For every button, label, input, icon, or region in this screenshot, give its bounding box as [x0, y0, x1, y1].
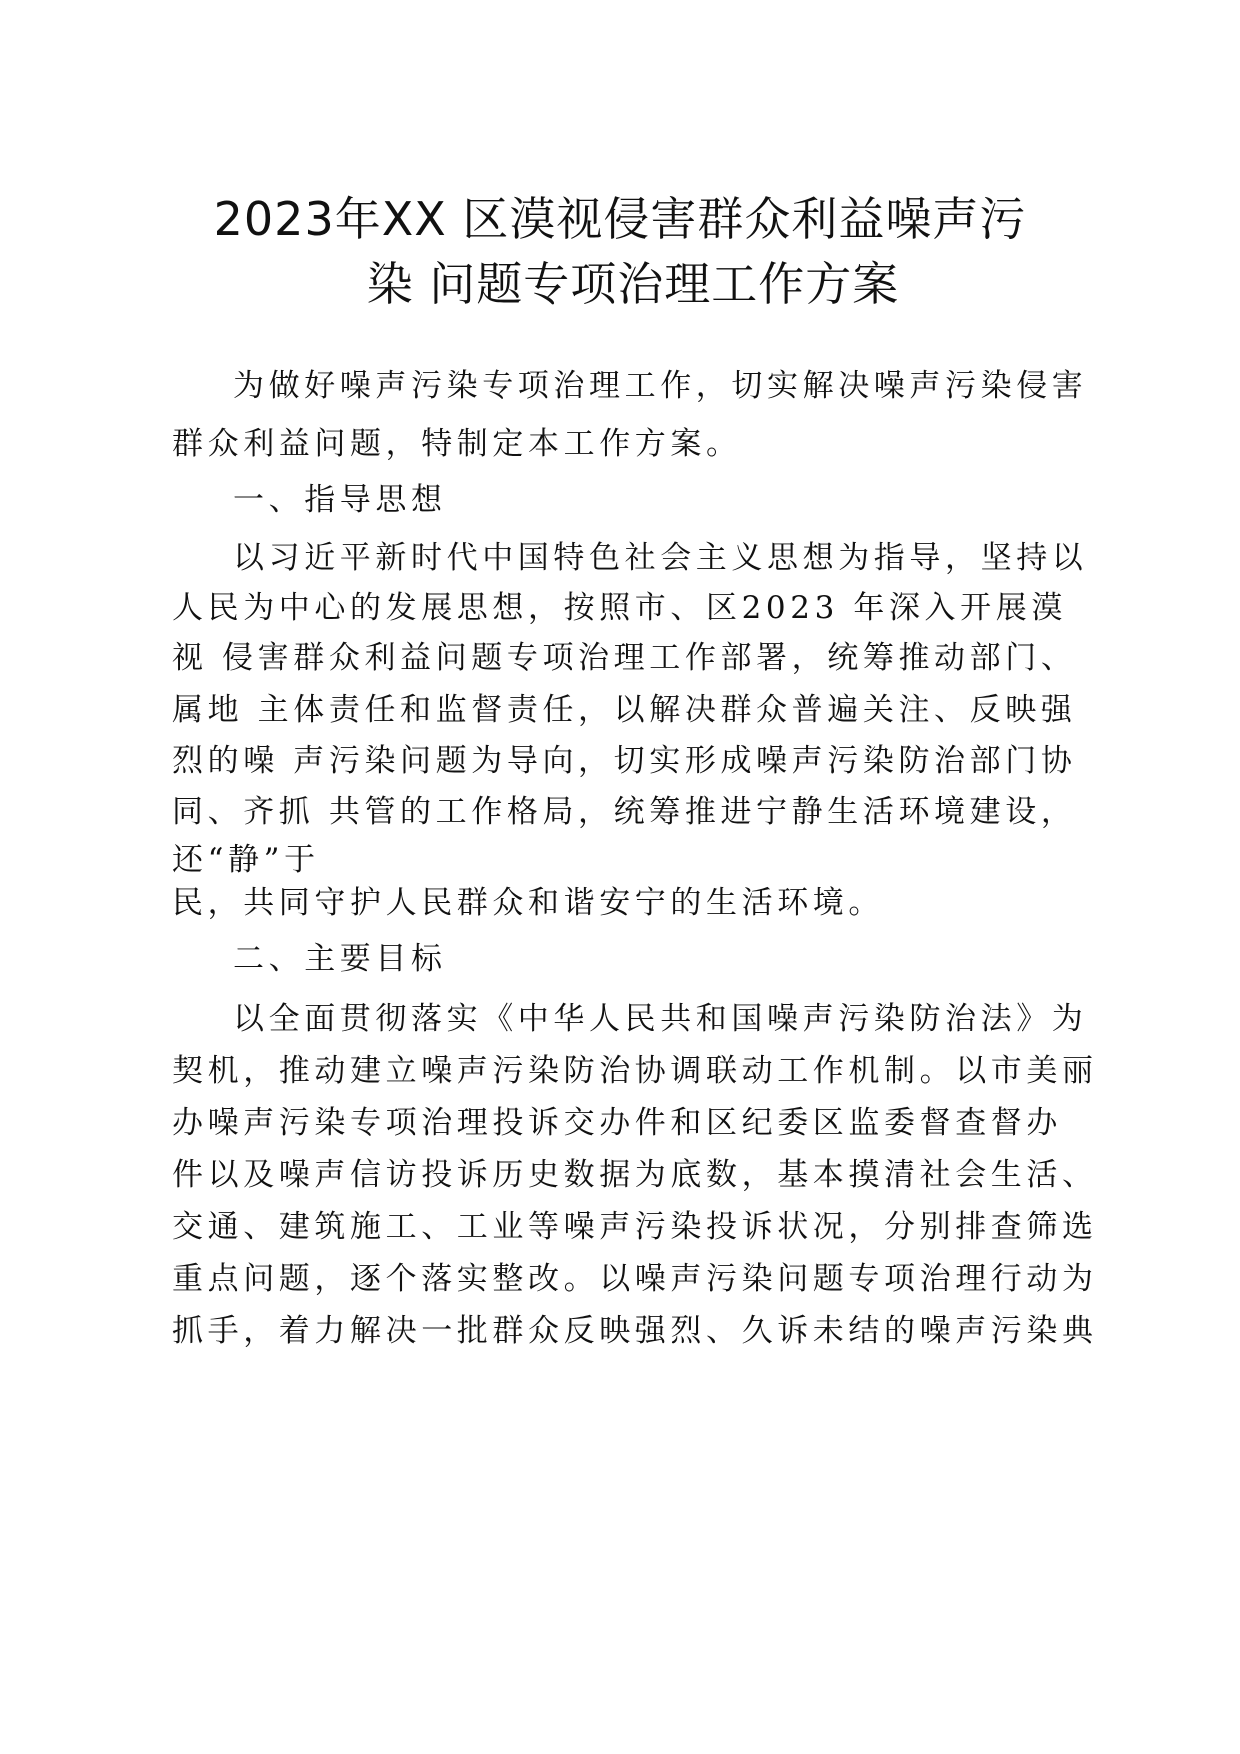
body-line: 交通、建筑施工、工业等噪声污染投诉状况，分别排查筛选 — [172, 1209, 1098, 1245]
body-line: 群众利益问题，特制定本工作方案。 — [172, 426, 742, 462]
body-line: 件以及噪声信访投诉历史数据为底数，基本摸清社会生活、 — [172, 1157, 1098, 1193]
body-line: 人民为中心的发展思想，按照市、区2023 年深入开展漠 — [172, 590, 1067, 626]
body-line: 同、齐抓 共管的工作格局，统筹推进宁静生活环境建设， — [172, 794, 1077, 830]
section-heading: 二、主要目标 — [233, 941, 447, 977]
document-title-line-1: 2023年XX 区漠视侵害群众利益噪声污 — [213, 192, 1027, 246]
body-line: 视 侵害群众利益问题专项治理工作部署，统筹推动部门、 — [172, 640, 1077, 676]
body-line: 为做好噪声污染专项治理工作，切实解决噪声污染侵害 — [233, 368, 1088, 404]
body-line: 契机，推动建立噪声污染防治协调联动工作机制。以市美丽 — [172, 1053, 1098, 1089]
body-line: 办噪声污染专项治理投诉交办件和区纪委区监委督查督办 — [172, 1105, 1062, 1141]
body-line: 还“静”于 — [172, 842, 320, 878]
document-title-line-2: 染 问题专项治理工作方案 — [366, 257, 900, 311]
body-line: 以全面贯彻落实《中华人民共和国噪声污染防治法》为 — [233, 1001, 1088, 1037]
body-line: 以习近平新时代中国特色社会主义思想为指导，坚持以 — [233, 540, 1088, 576]
section-heading: 一、指导思想 — [233, 482, 447, 518]
body-line: 抓手，着力解决一批群众反映强烈、久诉未结的噪声污染典 — [172, 1313, 1098, 1349]
body-line: 属地 主体责任和监督责任，以解决群众普遍关注、反映强 — [172, 692, 1077, 728]
body-line: 烈的噪 声污染问题为导向，切实形成噪声污染防治部门协 — [172, 743, 1077, 779]
body-line: 重点问题，逐个落实整改。以噪声污染问题专项治理行动为 — [172, 1261, 1098, 1297]
body-line: 民，共同守护人民群众和谐安宁的生活环境。 — [172, 885, 884, 921]
